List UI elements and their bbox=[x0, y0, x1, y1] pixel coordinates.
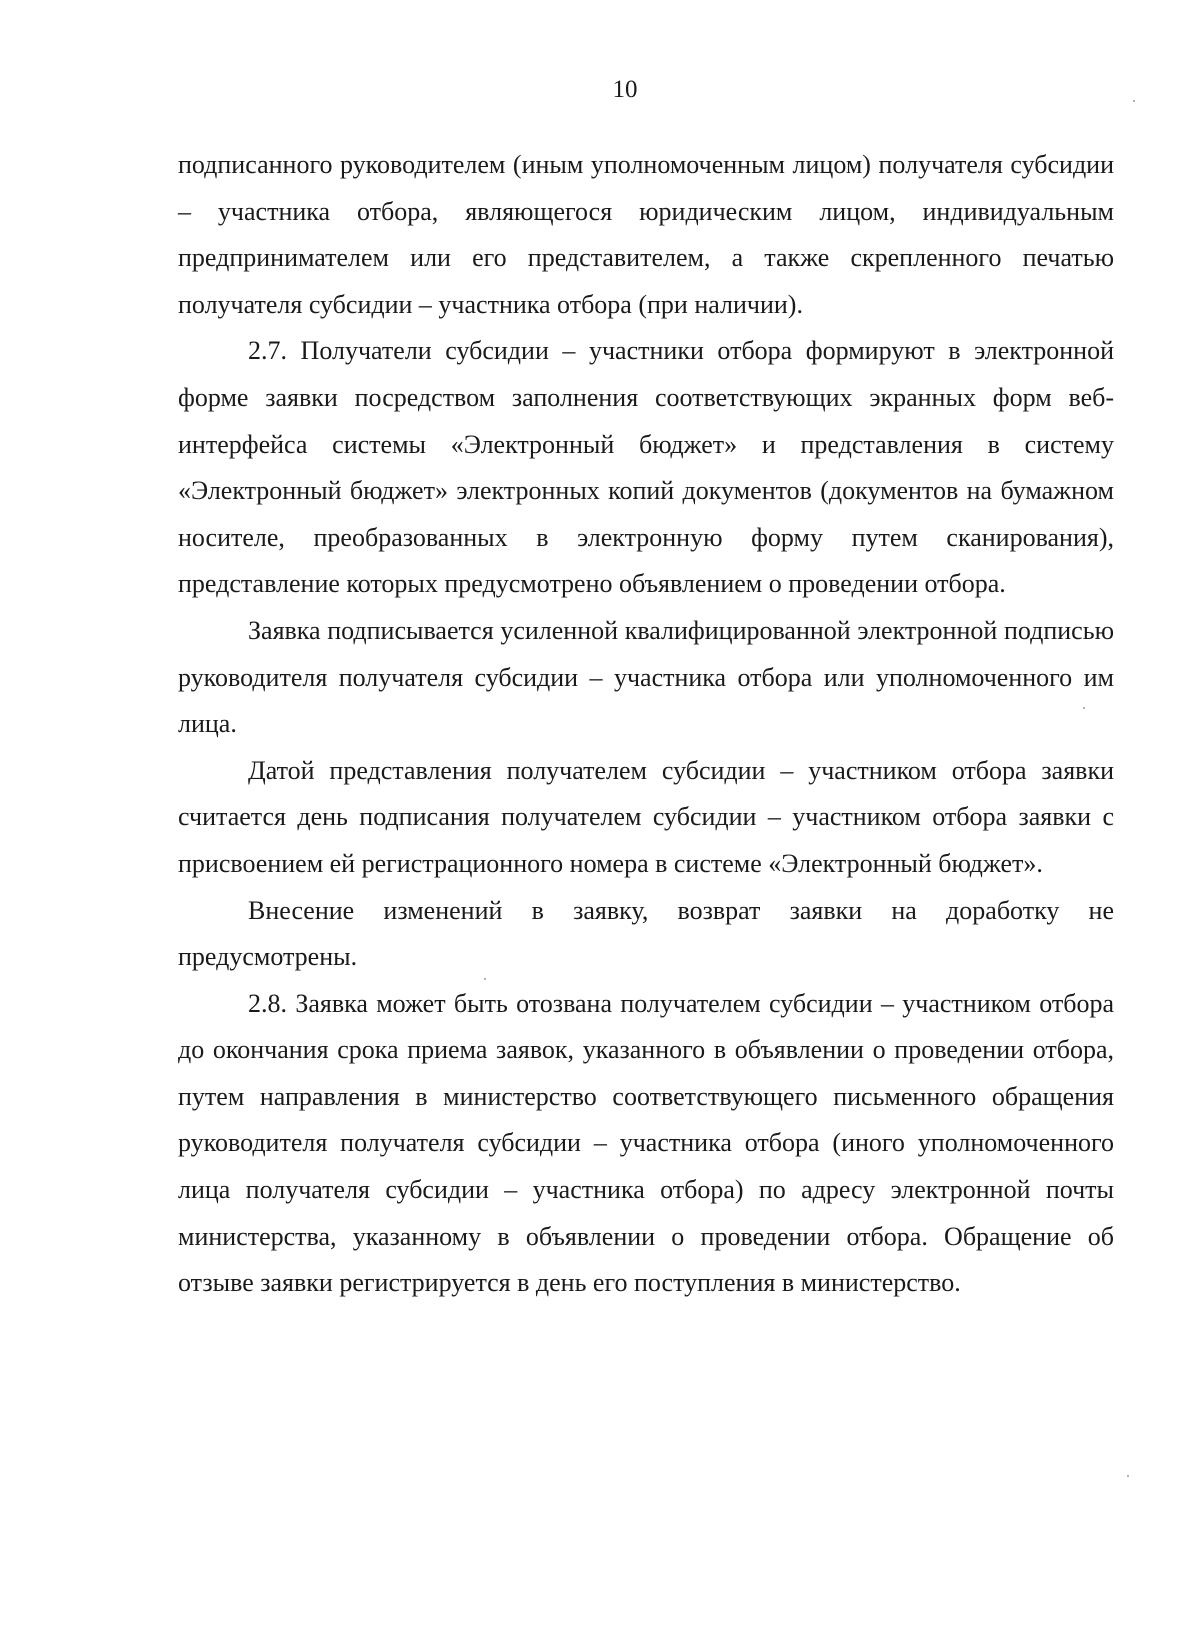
document-body bbox=[178, 142, 1114, 1307]
paragraph-continuation: подписанного руководителем (иным уполномоченным лицом) получателя субсидии – участника отбора, являющегося юридическим лицом, индивидуальным предпринимателем или его представителем, а также скрепленного печатью получателя субсидии – участника отбора (при наличии). bbox=[178, 150, 1114, 319]
paragraph-no-changes: Внесение изменений в заявку, возврат заявки на доработку не предусмотрены. bbox=[178, 895, 1114, 972]
scan-artifact bbox=[1133, 100, 1135, 102]
scan-artifact bbox=[1083, 707, 1085, 709]
paragraph-2-8: 2.8. Заявка может быть отозвана получателем субсидии – участником отбора до окончания срока приема заявок, указанного в объявлении о проведении отбора, путем направления в министерство соответствующего письменного обращения руководителя получателя субсидии – участника отбора (иного уполномоченного лица получателя субсидии – участника отбора) по адресу электронной почты министерства, указанному в объявлении о проведении отбора. Обращение об отзыве заявки регистрируется в день его поступления в министерство. bbox=[178, 988, 1114, 1298]
paragraph-submission-date: Датой представления получателем субсидии – участником отбора заявки считается день подписания получателем субсидии – участником отбора заявки с присвоением ей регистрационного номера в системе «Электронный бюджет». bbox=[178, 755, 1114, 878]
scan-artifact bbox=[1127, 1475, 1129, 1477]
scan-artifact bbox=[484, 978, 486, 980]
paragraph-signature: Заявка подписывается усиленной квалифицированной электронной подписью руководителя получателя субсидии – участника отбора или уполномоченного им лица. bbox=[178, 615, 1114, 739]
page-number: 10 bbox=[612, 76, 638, 103]
paragraph-2-7: 2.7. Получатели субсидии – участники отбора формируют в электронной форме заявки посредством заполнения соответствующих экранных форм веб-интерфейса системы «Электронный бюджет» и представления в систему «Электронный бюджет» электронных копий документов (документов на бумажном носителе, преобразованных в электронную форму путем сканирования), представление которых предусмотрено объявлением о проведении отбора. bbox=[178, 336, 1114, 599]
